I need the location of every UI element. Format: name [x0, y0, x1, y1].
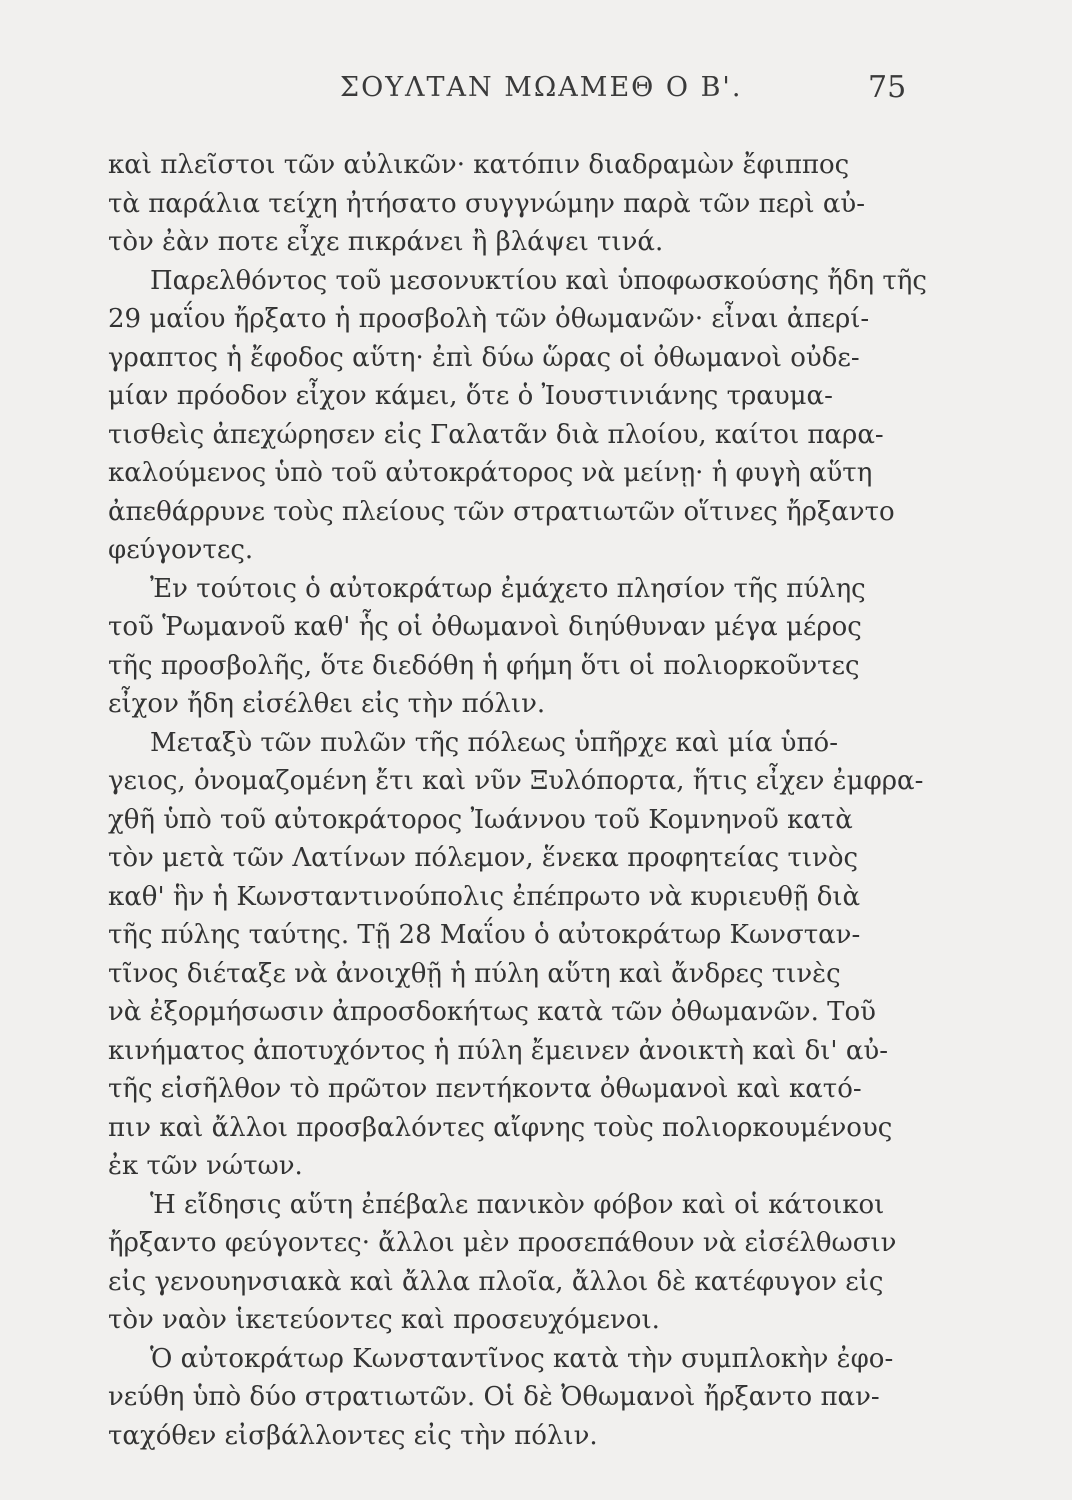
text-line: Ἡ εἴδησις αὕτη ἐπέβαλε πανικὸν φόβον καὶ οἱ κάτοικοι	[150, 1189, 885, 1220]
text-line: ἀπεθάρρυνε τοὺς πλείους τῶν στρατιωτῶν οἵτινες ἤρξαντο	[108, 496, 895, 527]
text-line: φεύγοντες.	[108, 535, 254, 565]
text-line: εἶχον ἤδη εἰσέλθει εἰς τὴν πόλιν.	[108, 689, 546, 719]
text-line: μίαν πρόοδον εἶχον κάμει, ὅτε ὁ Ἰουστινιάνης τραυμα-	[108, 381, 833, 411]
text-line: τὸν μετὰ τῶν Λατίνων πόλεμον, ἕνεκα προφητείας τινὸς	[108, 843, 859, 873]
text-line: χθῆ ὑπὸ τοῦ αὐτοκράτορος Ἰωάννου τοῦ Κομνηνοῦ κατὰ	[108, 804, 853, 835]
text-line: κινήματος ἀποτυχόντος ἡ πύλη ἔμεινεν ἀνοικτὴ καὶ δι' αὐ-	[108, 1035, 888, 1066]
text-line: νὰ ἐξορμήσωσιν ἀπροσδοκήτως κατὰ τῶν ὀθωμανῶν. Τοῦ	[108, 997, 876, 1027]
text-line: τὰ παράλια τείχη ἠτήσατο συγγνώμην παρὰ τῶν περὶ αὐ-	[108, 188, 866, 219]
text-line: καθ' ἣν ἡ Κωνσταντινούπολις ἐπέπρωτο νὰ κυριευθῇ διὰ	[108, 881, 861, 912]
text-line: Παρελθόντος τοῦ μεσονυκτίου καὶ ὑποφωσκούσης ἤδη τῆς	[150, 265, 927, 296]
text-line: τῖνος διέταξε νὰ ἀνοιχθῇ ἡ πύλη αὕτη καὶ ἄνδρες τινὲς	[108, 958, 841, 989]
text-line: πιν καὶ ἄλλοι προσβαλόντες αἴφνης τοὺς πολιορκουμένους	[108, 1112, 893, 1143]
text-line: εἰς γενουηνσιακὰ καὶ ἄλλα πλοῖα, ἄλλοι δὲ κατέφυγον εἰς	[108, 1266, 884, 1297]
text-line: τῆς εἰσῆλθον τὸ πρῶτον πεντήκοντα ὀθωμανοὶ καὶ κατό-	[108, 1074, 862, 1104]
text-line: τὸν ναὸν ἱκετεύοντες καὶ προσευχόμενοι.	[108, 1305, 660, 1335]
body-text	[108, 146, 927, 1455]
text-line: καλούμενος ὑπὸ τοῦ αὐτοκράτορος νὰ μείνῃ· ἡ φυγὴ αὕτη	[108, 458, 873, 488]
text-line: καὶ πλεῖστοι τῶν αὐλικῶν· κατόπιν διαδραμὼν ἔφιππος	[108, 150, 850, 180]
page-number: 75	[868, 70, 907, 105]
text-line: γραπτος ἡ ἔφοδος αὕτη· ἐπὶ δύω ὥρας οἱ ὀθωμανοὶ οὐδε-	[108, 342, 860, 373]
text-line: τῆς προσβολῆς, ὅτε διεδόθη ἡ φήμη ὅτι οἱ πολιορκοῦντες	[108, 650, 860, 681]
text-line: ἤρξαντο φεύγοντες· ἄλλοι μὲν προσεπάθουν νὰ εἰσέλθωσιν	[108, 1228, 897, 1258]
text-line: τὸν ἐὰν ποτε εἶχε πικράνει ἢ βλάψει τινά.	[108, 227, 664, 257]
text-line: τῆς πύλης ταύτης. Τῇ 28 Μαΐου ὁ αὐτοκράτωρ Κωνσταν-	[108, 920, 861, 950]
text-line: νεύθη ὑπὸ δύο στρατιωτῶν. Οἱ δὲ Ὀθωμανοὶ ἤρξαντο παν-	[108, 1382, 880, 1412]
text-line: τισθεὶς ἀπεχώρησεν εἰς Γαλατᾶν διὰ πλοίου, καίτοι παρα-	[108, 419, 884, 450]
text-line: γειος, ὀνομαζομένη ἔτι καὶ νῦν Ξυλόπορτα, ἥτις εἶχεν ἐμφρα-	[108, 766, 924, 796]
text-line: Μεταξὺ τῶν πυλῶν τῆς πόλεως ὑπῆρχε καὶ μία ὑπό-	[150, 727, 838, 758]
text-line: Ὁ αὐτοκράτωρ Κωνσταντῖνος κατὰ τὴν συμπλοκὴν ἐφο-	[150, 1343, 894, 1374]
text-line: ταχόθεν εἰσβάλλοντες εἰς τὴν πόλιν.	[108, 1420, 598, 1451]
text-line: τοῦ Ῥωμανοῦ καθ' ἧς οἱ ὀθωμανοὶ διηύθυναν μέγα μέρος	[108, 612, 862, 642]
text-line: ἐκ τῶν νώτων.	[108, 1151, 303, 1181]
text-line: 29 μαΐου ἤρξατο ἡ προσβολὴ τῶν ὀθωμανῶν· εἶναι ἀπερί-	[108, 304, 870, 334]
text-line: Ἐν τούτοις ὁ αὐτοκράτωρ ἐμάχετο πλησίον τῆς πύλης	[150, 573, 866, 604]
running-head: ΣΟΥΛΤΑΝ ΜΩΑΜΕΘ Ο Β'.	[340, 72, 743, 103]
